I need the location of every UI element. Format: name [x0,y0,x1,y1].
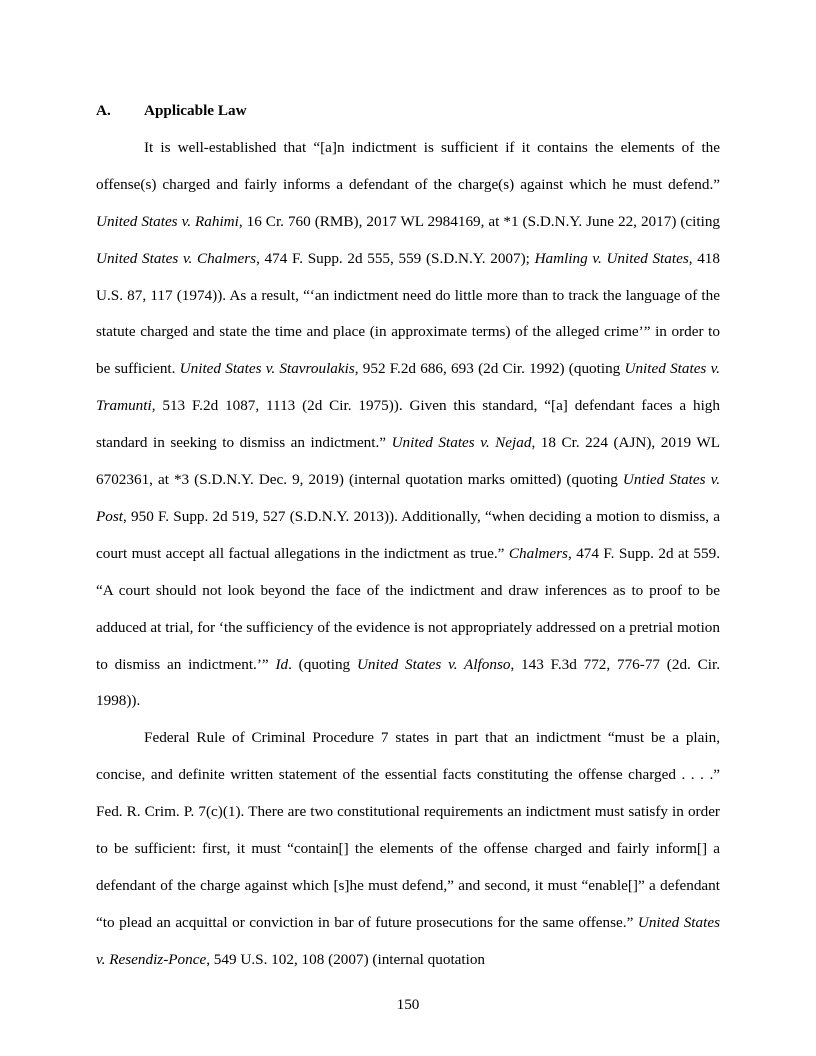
text-run: , 474 F. Supp. 2d at 559. “A court should not look beyond the face of the indictment and draw inferences as to proof to be adduced at trial, for ‘the sufficiency of the evidence is not appropriately addressed on a pretrial motion to dismiss an indictment.’” [96,544,720,673]
text-run: , 16 Cr. 760 (RMB), 2017 WL 2984169, at *1 (S.D.N.Y. June 22, 2017) (citing [238,212,721,230]
text-run: , 549 U.S. 102, 108 (2007) (internal quotation [206,950,486,968]
case-citation: United States v. Tramunti [96,360,720,415]
section-title: Applicable Law [144,102,247,119]
paragraph-applicable-law [96,130,720,721]
case-citation: United States v. Nejad [391,434,532,452]
case-citation: United States v. Chalmers [96,249,257,267]
text-run: It is well-established that “[a]n indictment is sufficient if it contains the elements of the offense(s) charged and fairly informs a defendant of the charge(s) against which he must defend.” [96,138,720,193]
text-run: , 143 F.3d 772, 776-77 (2d. Cir. 1998)). [96,655,720,710]
case-citation: Hamling v. United States [534,249,689,267]
text-run: , 950 F. Supp. 2d 519, 527 (S.D.N.Y. 2013)). Additionally, “when deciding a motion to dismiss, a court must accept all factual allegations in the indictment as true.” [96,507,720,562]
text-run: Federal Rule of Criminal Procedure 7 states in part that an indictment “must be a plain, concise, and definite written statement of the essential facts constituting the offense charged . . . .” Fed. R. Crim. P. 7(c)(1). There are two constitutional requirements an indictment must satisfy in order to be sufficient: first, it must “contain[] the elements of the offense charged and fairly inform[] a defendant of the charge against which [s]he must defend,” and second, it must “enable[]” a defendant “to plead an acquittal or conviction in bar of future prosecutions for the same offense.” [96,729,720,931]
case-citation: Untied States v. Post [96,471,720,525]
text-run: , 474 F. Supp. 2d 555, 559 (S.D.N.Y. 2007); [256,249,535,267]
text-run: , 418 U.S. 87, 117 (1974)). As a result, “‘an indictment need do little more than to track the language of the statute charged and state the time and place (in approximate terms) of the alleged crime’” in order to be sufficient. [96,249,720,378]
page-number: 150 [396,996,420,1013]
text-run: , 18 Cr. 224 (AJN), 2019 WL 6702361, at *3 (S.D.N.Y. Dec. 9, 2019) (internal quotation marks omitted) (quoting [96,434,720,489]
case-citation: United States v. Stavroulakis [179,360,355,378]
text-run: . (quoting [288,655,357,673]
case-citation: United States v. Rahimi [96,212,239,230]
document-body [96,93,720,979]
paragraph-rule-7 [96,720,720,978]
case-citation: United States v. Alfonso [356,655,511,673]
case-citation: Id [275,655,289,673]
section-heading [96,93,720,130]
case-citation: United States v. Resendiz-Ponce [96,913,720,968]
text-run: , 513 F.2d 1087, 1113 (2d Cir. 1975)). Given this standard, “[a] defendant faces a high standard in seeking to dismiss an indictment.” [96,397,720,452]
section-number: A. [96,102,111,119]
text-run: , 952 F.2d 686, 693 (2d Cir. 1992) (quoting [354,360,625,378]
case-citation: Chalmers [508,544,568,562]
